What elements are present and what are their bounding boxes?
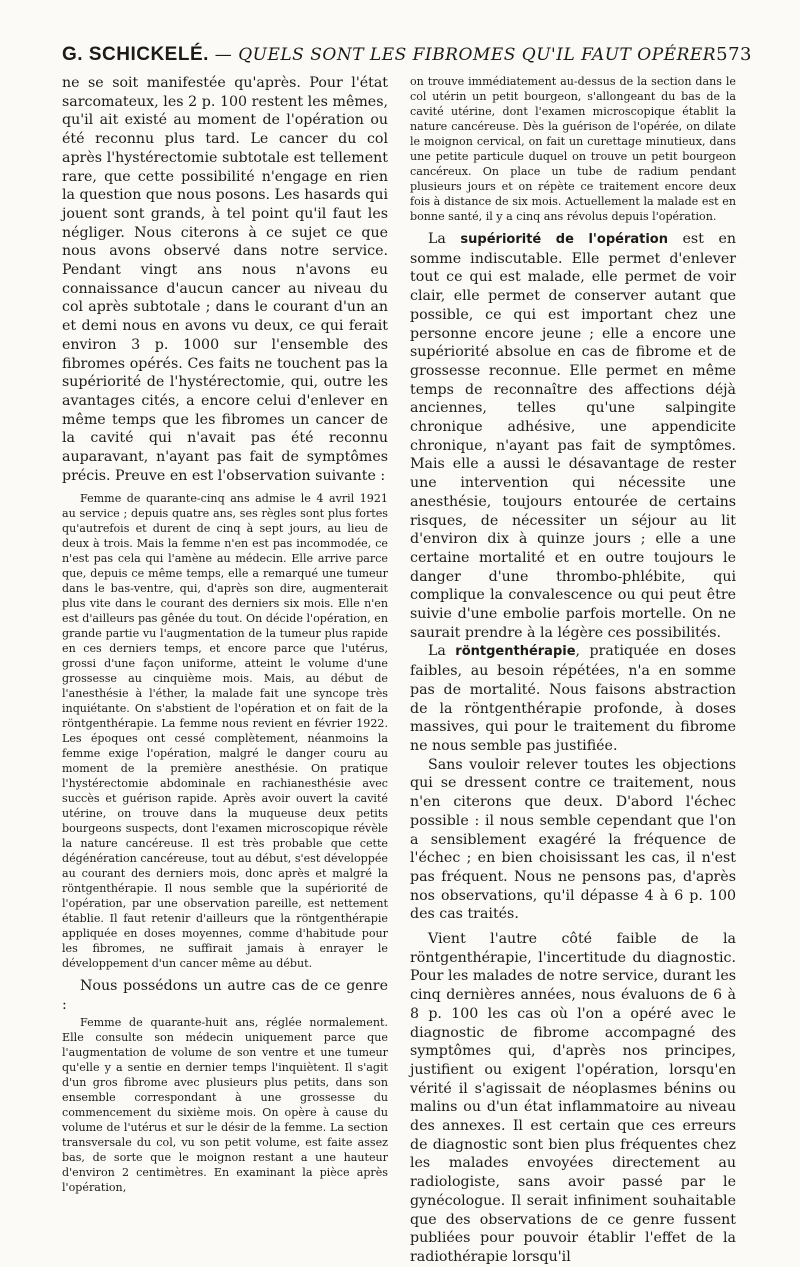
paragraph-rontgentherapie (410, 642, 736, 755)
header-dash: — (208, 45, 239, 65)
paragraph-objections: Sans vouloir relever toutes les objections qui se dressent contre ce traitement, nous n'en citerons que deux. D'abord l'échec possible : il nous semble cependant que l'on a sensiblement exagéré la fréquence de l'échec ; en bien choisissant les cas, il n'est pas fréquent. Nous ne pensons pas, d'après nos observations, qu'il dépasse 4 à 6 p. 100 des cas traités. (410, 756, 736, 923)
running-header (62, 44, 752, 72)
para-body: , pratiquée en doses faibles, au besoin répétées, n'a en somme pas de mortalité. Nous faisons abstraction de la röntgenthérapie profonde, à doses massives, qui pour le traitement du fibrome ne nous semble pas justifiée. (410, 643, 736, 754)
observation-2: Femme de quarante-huit ans, réglée normalement. Elle consulte son médecin uniquement parce que l'augmentation de volume de son ventre et une tumeur qu'elle y a sentie en dernier temps l'inquiètent. Il s'agit d'un gros fibrome avec plusieurs plus petits, dans son ensemble correspondant à une grossesse du commencement du sixième mois. On opère à cause du volume de l'utérus et sur le désir de la femme. La section transversale du col, vu son petit volume, est faite assez bas, de sorte que le moignon restant a une hauteur d'environ 2 centimètres. En examinant la pièce après l'opération, (62, 1015, 388, 1194)
page-number: 573 (716, 44, 752, 65)
observation-1: Femme de quarante-cinq ans admise le 4 avril 1921 au service ; depuis quatre ans, ses règles sont plus fortes qu'autrefois et durent de cinq à sept jours, au lieu de deux à trois. Mais la femme n'en est pas incommodée, ce n'est pas cela qui l'amène au médecin. Elle arrive parce que, depuis ce même temps, elle a remarqué une tumeur dans le bas-ventre, qui, d'après son dire, augmenterait plus vite dans le courant des derniers six mois. Elle n'en est d'ailleurs pas gênée du tout. On décide l'opération, en grande partie vu l'augmentation de la tumeur plus rapide en ces derniers temps, et encore parce que l'utérus, grossi d'une façon uniforme, atteint le volume d'une grossesse au cinquième mois. Mais, au début de l'anesthésie à l'éther, la malade fait une syncope très inquiétante. On s'abstient de l'opération et on fait de la röntgenthérapie. La femme nous revient en février 1922. Les époques ont cessé complètement, néanmoins la femme exige l'opération, malgré le danger couru au moment de la première anesthésie. On pratique l'hystérectomie abdominale en rachianesthésie avec succès et guérison rapide. Après avoir ouvert la cavité utérine, on trouve dans la muqueuse deux petits bourgeons suspects, dont l'examen microscopique révèle la nature cancéreuse. Il est très probable que cette dégénération cancéreuse, tout au début, s'est développée au courant des derniers mois, donc après et malgré la röntgenthérapie. Il nous semble que la supériorité de l'opération, par une observation pareille, est nettement établie. Il faut retenir d'ailleurs que la röntgenthérapie appliquée en doses moyennes, comme d'habitude pour les fibromes, ne suffirait jamais à enrayer le développement d'un cancer même au début. (62, 492, 388, 971)
observation-2-continued: on trouve immédiatement au-dessus de la section dans le col utérin un petit bourgeon, s'allongeant du bas de la cavité utérine, dont l'examen microscopique établit la nature cancéreuse. Dès la guérison de l'opérée, on dilate le moignon cervical, on fait un curettage minutieux, dans une petite particule duquel on trouve un petit bourgeon cancéreux. On place un tube de radium pendant plusieurs jours et on répète ce traitement encore deux fois à distance de six mois. Actuellement la malade est en bonne santé, il y a cinq ans révolus depuis l'opération. (410, 75, 736, 223)
para-body: est en somme indiscutable. Elle permet d'enlever tout ce qui est malade, elle permet de voir clair, elle permet de conserver autant que possible, ce qui est important chez une personne encore jeune ; elle a encore une supériorité absolue en cas de fibrome et de grossesse reconnue. Elle permet en même temps de reconnaître des affections déjà anciennes, telles qu'une salpingite chronique adhésive, une appendicite chronique, n'ayant pas fait de symptômes. Mais elle a aussi le désavantage de rester une intervention qui nécessite une anesthésie, toujours entourée de certains risques, de nécessiter un séjour au lit d'environ dix à quinze jours ; elle a une certaine mortalité et en outre toujours le danger d'une thrombo-phlébite, qui complique la convalescence ou qui peut être suivie d'une embolie parfois mortelle. On ne saurait prendre à la légère ces possibilités. (410, 231, 736, 641)
paragraph-cancer-du-col: ne se soit manifestée qu'après. Pour l'état sarcomateux, les 2 p. 100 restent les mêmes, qu'il ait existé au moment de l'opération ou été reconnu plus tard. Le cancer du col après l'hystérectomie subtotale est tellement rare, que cette possibilité n'engage en rien la question que nous posons. Les hasards qui jouent sont grands, à tel point qu'il faut les négliger. Nous citerons à ce sujet ce que nous avons observé dans notre service. Pendant vingt ans nous n'avons eu connaissance d'aucun cancer au niveau du col après subtotale ; dans le courant d'un an et demi nous en avons vu deux, ce qui ferait environ 3 p. 1000 sur l'ensemble des fibromes opérés. Ces faits ne touchent pas la supériorité de l'hystérectomie, qui, outre les avantages cités, a encore celui d'enlever en même temps que les fibromes un cancer de la cavité qui n'avait pas été reconnu auparavant, n'ayant pas fait de symptômes précis. Preuve en est l'observation suivante : (62, 75, 388, 484)
header-author: G. SCHICKELÉ. (62, 44, 209, 65)
heading-superiorite: supériorité de l'opération (460, 232, 668, 247)
para-lead: La (428, 643, 456, 660)
paragraph-superiorite-operation (410, 230, 736, 642)
paragraph-incertitude-diagnostic: Vient l'autre côté faible de la röntgenthérapie, l'incertitude du diagnostic. Pour les malades de notre service, durant les cinq dernières années, nous évaluons de 6 à 8 p. 100 les cas où l'on a opéré avec le diagnostic de fibrome accompagné des symptômes qui, d'après nos principes, justifient ou exigent l'opération, lorsqu'en vérité il s'agissait de néoplasmes bénins ou malins ou d'un état inflammatoire au niveau des annexes. Il est certain que ces erreurs de diagnostic sont bien plus fréquentes chez les malades envoyées directement au radiologiste, sans avoir passé par le gynécologue. Il serait infiniment souhaitable que des observations de ce genre fussent publiées pour pouvoir établir l'effet de la radiothérapie lorsqu'il (410, 931, 736, 1265)
para-lead: La (428, 231, 461, 247)
header-title: QUELS SONT LES FIBROMES QU'IL FAUT OPÉRER (238, 45, 717, 65)
right-column (410, 74, 736, 1267)
heading-rontgentherapie: röntgenthérapie (455, 644, 576, 660)
left-column (62, 74, 388, 1195)
paragraph-autre-cas: Nous possédons un autre cas de ce genre : (62, 978, 388, 1014)
